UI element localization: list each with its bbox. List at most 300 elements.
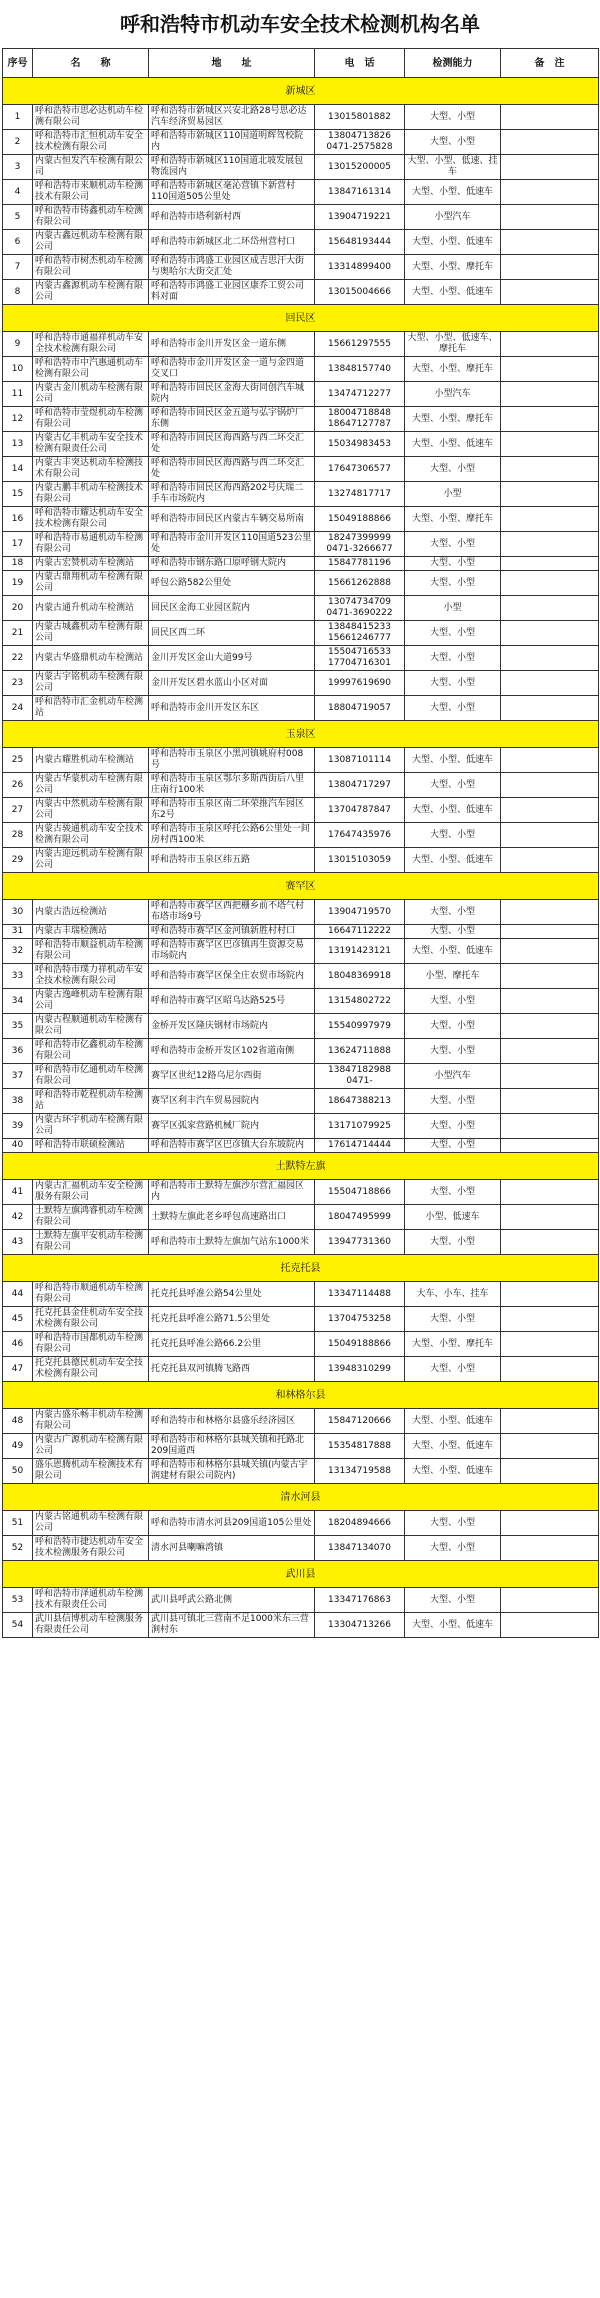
agency-address: 呼和浩特市玉泉区南二环荣推汽车园区东2号 xyxy=(149,798,315,823)
row-index: 14 xyxy=(3,457,33,482)
agency-phone: 13904719570 xyxy=(315,900,405,925)
agency-phone: 18804719057 xyxy=(315,696,405,721)
agency-name: 呼和浩特市来顺机动车检测技术有限公司 xyxy=(33,180,149,205)
agency-address: 赛罕区弧家营路机械厂院内 xyxy=(149,1114,315,1139)
agency-phone: 13015103059 xyxy=(315,848,405,873)
agency-address: 托克托县呼准公路66.2公里 xyxy=(149,1332,315,1357)
table-row xyxy=(3,1588,599,1613)
header-remarks: 备 注 xyxy=(501,49,599,78)
table-row xyxy=(3,671,599,696)
inspection-capability: 大型、小型、低速车 xyxy=(405,848,501,873)
section-title: 清水河县 xyxy=(3,1484,599,1511)
inspection-capability: 小型汽车 xyxy=(405,1064,501,1089)
agency-phone: 18004718848 18647127787 xyxy=(315,407,405,432)
inspection-capability: 大型、小型 xyxy=(405,1139,501,1153)
agency-phone: 13847134070 xyxy=(315,1536,405,1561)
inspection-agency-table xyxy=(2,48,599,1638)
remarks-cell xyxy=(501,1205,599,1230)
agency-phone: 13015801882 xyxy=(315,105,405,130)
row-index: 4 xyxy=(3,180,33,205)
agency-address: 呼和浩特市回民区海西路202号庆瑞二手车市场院内 xyxy=(149,482,315,507)
table-row xyxy=(3,571,599,596)
table-row xyxy=(3,205,599,230)
inspection-capability: 大型、小型 xyxy=(405,130,501,155)
agency-name: 内蒙古城鑫机动车检测有限公司 xyxy=(33,621,149,646)
agency-name: 内蒙古宇铭机动车检测有限公司 xyxy=(33,671,149,696)
remarks-cell xyxy=(501,571,599,596)
table-row xyxy=(3,1230,599,1255)
remarks-cell xyxy=(501,357,599,382)
remarks-cell xyxy=(501,621,599,646)
agency-address: 赛罕区世纪12路乌尼尔西街 xyxy=(149,1064,315,1089)
inspection-capability: 大型、小型 xyxy=(405,1536,501,1561)
agency-name: 呼和浩特市亿鑫机动车检测有限公司 xyxy=(33,1039,149,1064)
row-index: 41 xyxy=(3,1180,33,1205)
remarks-cell xyxy=(501,280,599,305)
agency-name: 内蒙古迎远机动车检测有限公司 xyxy=(33,848,149,873)
row-index: 29 xyxy=(3,848,33,873)
agency-address: 呼和浩特市新城区兴安北路28号思必达汽车经济贸易园区 xyxy=(149,105,315,130)
section-title: 武川县 xyxy=(3,1561,599,1588)
inspection-capability: 大型、小型、低速车 xyxy=(405,939,501,964)
table-row xyxy=(3,1014,599,1039)
agency-address: 呼和浩特市回民区内蒙古车辆交易所南 xyxy=(149,507,315,532)
agency-address: 回民区金海工业园区院内 xyxy=(149,596,315,621)
agency-address: 呼包公路582公里处 xyxy=(149,571,315,596)
agency-phone: 13948310299 xyxy=(315,1357,405,1382)
table-row xyxy=(3,1613,599,1638)
remarks-cell xyxy=(501,532,599,557)
agency-phone: 13624711888 xyxy=(315,1039,405,1064)
inspection-capability: 小型 xyxy=(405,482,501,507)
agency-phone: 17647306577 xyxy=(315,457,405,482)
agency-phone: 13304713266 xyxy=(315,1613,405,1638)
agency-phone: 13074734709 0471-3690222 xyxy=(315,596,405,621)
row-index: 17 xyxy=(3,532,33,557)
header-phone: 电 话 xyxy=(315,49,405,78)
row-index: 39 xyxy=(3,1114,33,1139)
table-row xyxy=(3,332,599,357)
section-header-row xyxy=(3,1153,599,1180)
inspection-capability: 大型、小型 xyxy=(405,1357,501,1382)
agency-name: 内蒙古鼎翔机动车检测有限公司 xyxy=(33,571,149,596)
table-row xyxy=(3,1205,599,1230)
inspection-capability: 大型、小型 xyxy=(405,571,501,596)
row-index: 44 xyxy=(3,1282,33,1307)
agency-name: 内蒙古丰突达机动车检测技术有限公司 xyxy=(33,457,149,482)
inspection-capability: 大型、小型、低速车、摩托车 xyxy=(405,332,501,357)
section-title: 新城区 xyxy=(3,78,599,105)
remarks-cell xyxy=(501,507,599,532)
inspection-capability: 大型、小型 xyxy=(405,900,501,925)
remarks-cell xyxy=(501,848,599,873)
agency-name: 内蒙古耀胜机动车检测站 xyxy=(33,748,149,773)
header-address: 地 址 xyxy=(149,49,315,78)
row-index: 11 xyxy=(3,382,33,407)
inspection-capability: 大型、小型 xyxy=(405,773,501,798)
inspection-capability: 小型 xyxy=(405,596,501,621)
remarks-cell xyxy=(501,1114,599,1139)
remarks-cell xyxy=(501,900,599,925)
agency-address: 呼和浩特市回民区海西路与西二环交汇处 xyxy=(149,432,315,457)
table-row xyxy=(3,823,599,848)
agency-address: 呼和浩特市金川开发区金一道与金四道交叉口 xyxy=(149,357,315,382)
remarks-cell xyxy=(501,1332,599,1357)
inspection-capability: 大型、小型、低速车 xyxy=(405,1613,501,1638)
header-index: 序号 xyxy=(3,49,33,78)
agency-phone: 15504716533 17704716301 xyxy=(315,646,405,671)
header-capability: 检测能力 xyxy=(405,49,501,78)
section-title: 回民区 xyxy=(3,305,599,332)
remarks-cell xyxy=(501,155,599,180)
inspection-capability: 大型、小型、摩托车 xyxy=(405,255,501,280)
inspection-capability: 大型、小型 xyxy=(405,1588,501,1613)
table-row xyxy=(3,407,599,432)
remarks-cell xyxy=(501,1039,599,1064)
agency-address: 呼和浩特市钢东路口原呼钢大院内 xyxy=(149,557,315,571)
table-row xyxy=(3,925,599,939)
agency-name: 呼和浩特市捷达机动车安全技术检测服务有限公司 xyxy=(33,1536,149,1561)
agency-name: 呼和浩特市耀达机动车安全技术检测有限公司 xyxy=(33,507,149,532)
section-title: 和林格尔县 xyxy=(3,1382,599,1409)
inspection-capability: 大型、小型、低速车 xyxy=(405,432,501,457)
row-index: 19 xyxy=(3,571,33,596)
agency-phone: 17647435976 xyxy=(315,823,405,848)
inspection-capability: 大型、小型、低速车 xyxy=(405,798,501,823)
agency-address: 金川开发区金山大道99号 xyxy=(149,646,315,671)
agency-name: 内蒙古亿丰机动车安全技术检测有限责任公司 xyxy=(33,432,149,457)
agency-phone: 13171079925 xyxy=(315,1114,405,1139)
remarks-cell xyxy=(501,1588,599,1613)
remarks-cell xyxy=(501,1613,599,1638)
remarks-cell xyxy=(501,407,599,432)
agency-name: 内蒙古鑫远机动车检测有限公司 xyxy=(33,230,149,255)
inspection-capability: 大型、小型 xyxy=(405,532,501,557)
agency-phone: 13704753258 xyxy=(315,1307,405,1332)
agency-address: 呼和浩特市玉泉区纬五路 xyxy=(149,848,315,873)
table-row xyxy=(3,798,599,823)
agency-address: 呼和浩特市金川开发区东区 xyxy=(149,696,315,721)
row-index: 52 xyxy=(3,1536,33,1561)
remarks-cell xyxy=(501,925,599,939)
row-index: 20 xyxy=(3,596,33,621)
inspection-capability: 大型、小型 xyxy=(405,457,501,482)
row-index: 22 xyxy=(3,646,33,671)
table-row xyxy=(3,507,599,532)
document-title: 呼和浩特市机动车安全技术检测机构名单 xyxy=(120,12,480,36)
agency-phone: 15661262888 xyxy=(315,571,405,596)
table-row xyxy=(3,900,599,925)
agency-phone: 13704787847 xyxy=(315,798,405,823)
section-title: 土默特左旗 xyxy=(3,1153,599,1180)
section-header-row xyxy=(3,721,599,748)
agency-address: 呼和浩特市鸿盛工业园区成吉思汗大街与奥哈尔大街交汇处 xyxy=(149,255,315,280)
agency-address: 呼和浩特市金川开发区金一道东侧 xyxy=(149,332,315,357)
remarks-cell xyxy=(501,1357,599,1382)
agency-name: 呼和浩特市中汽惠通机动车检测有限公司 xyxy=(33,357,149,382)
agency-name: 内蒙古逸峰机动车检测有限公司 xyxy=(33,989,149,1014)
inspection-capability: 大型、小型 xyxy=(405,823,501,848)
table-row xyxy=(3,155,599,180)
row-index: 15 xyxy=(3,482,33,507)
table-row xyxy=(3,1089,599,1114)
row-index: 32 xyxy=(3,939,33,964)
inspection-capability: 大型、小型 xyxy=(405,646,501,671)
agency-phone: 19997619690 xyxy=(315,671,405,696)
inspection-capability: 大型、小型 xyxy=(405,1014,501,1039)
row-index: 25 xyxy=(3,748,33,773)
remarks-cell xyxy=(501,596,599,621)
inspection-capability: 大型、小型、摩托车 xyxy=(405,1332,501,1357)
agency-phone: 13947731360 xyxy=(315,1230,405,1255)
agency-name: 内蒙古华盛鼎机动车检测站 xyxy=(33,646,149,671)
agency-phone: 15049188866 xyxy=(315,1332,405,1357)
agency-phone: 13154802722 xyxy=(315,989,405,1014)
agency-phone: 18247399999 0471-3266677 xyxy=(315,532,405,557)
row-index: 33 xyxy=(3,964,33,989)
remarks-cell xyxy=(501,382,599,407)
row-index: 24 xyxy=(3,696,33,721)
inspection-capability: 小型、低速车 xyxy=(405,1205,501,1230)
remarks-cell xyxy=(501,457,599,482)
agency-phone: 13314899400 xyxy=(315,255,405,280)
row-index: 30 xyxy=(3,900,33,925)
agency-address: 土默特左旗此老乡呼包高速路出口 xyxy=(149,1205,315,1230)
agency-phone: 13847161314 xyxy=(315,180,405,205)
agency-address: 呼和浩特市新城区北二环岱州营村口 xyxy=(149,230,315,255)
inspection-capability: 大型、小型、摩托车 xyxy=(405,407,501,432)
table-row xyxy=(3,382,599,407)
row-index: 53 xyxy=(3,1588,33,1613)
row-index: 45 xyxy=(3,1307,33,1332)
table-row xyxy=(3,1180,599,1205)
row-index: 18 xyxy=(3,557,33,571)
table-row xyxy=(3,939,599,964)
remarks-cell xyxy=(501,1511,599,1536)
section-header-row xyxy=(3,1382,599,1409)
inspection-capability: 大型、小型 xyxy=(405,621,501,646)
inspection-capability: 大型、小型、低速车 xyxy=(405,180,501,205)
agency-address: 呼和浩特市和林格尔县城关镇(内蒙古宇润建材有限公司院内) xyxy=(149,1459,315,1484)
agency-phone: 17614714444 xyxy=(315,1139,405,1153)
agency-name: 内蒙古浩远检测站 xyxy=(33,900,149,925)
agency-name: 内蒙古金川机动车检测有限公司 xyxy=(33,382,149,407)
agency-phone: 13848415233 15661246777 xyxy=(315,621,405,646)
agency-phone: 13134719588 xyxy=(315,1459,405,1484)
inspection-capability: 大型、小型、低速、挂车 xyxy=(405,155,501,180)
section-header-row xyxy=(3,1561,599,1588)
agency-name: 内蒙古宏赞机动车检测站 xyxy=(33,557,149,571)
inspection-capability: 大型、小型、低速车 xyxy=(405,1409,501,1434)
remarks-cell xyxy=(501,964,599,989)
row-index: 27 xyxy=(3,798,33,823)
section-header-row xyxy=(3,305,599,332)
inspection-capability: 大型、小型、低速车 xyxy=(405,230,501,255)
table-row xyxy=(3,105,599,130)
agency-address: 呼和浩特市新城区110国道明辉驾校院内 xyxy=(149,130,315,155)
row-index: 40 xyxy=(3,1139,33,1153)
agency-phone: 15847120666 xyxy=(315,1409,405,1434)
inspection-capability: 大型、小型 xyxy=(405,1180,501,1205)
agency-address: 赛罕区利丰汽车贸易园院内 xyxy=(149,1089,315,1114)
remarks-cell xyxy=(501,230,599,255)
agency-name: 呼和浩特市顺益机动车检测有限公司 xyxy=(33,939,149,964)
agency-phone: 18204894666 xyxy=(315,1511,405,1536)
agency-address: 呼和浩特市鸿盛工业园区康乔工贸公司料对面 xyxy=(149,280,315,305)
table-row xyxy=(3,457,599,482)
agency-name: 内蒙古广源机动车检测有限公司 xyxy=(33,1434,149,1459)
agency-name: 呼和浩特市联硕检测站 xyxy=(33,1139,149,1153)
agency-name: 内蒙古丰瑞检测站 xyxy=(33,925,149,939)
agency-name: 土默特左旗平安机动车检测有限公司 xyxy=(33,1230,149,1255)
agency-phone: 13904719221 xyxy=(315,205,405,230)
agency-name: 呼和浩特市通福祥机动车安全技术检测有限公司 xyxy=(33,332,149,357)
agency-phone: 15648193444 xyxy=(315,230,405,255)
inspection-capability: 大型、小型 xyxy=(405,1230,501,1255)
table-row xyxy=(3,180,599,205)
table-row xyxy=(3,989,599,1014)
remarks-cell xyxy=(501,332,599,357)
agency-name: 呼和浩特市铸鑫机动车检测有限公司 xyxy=(33,205,149,230)
agency-address: 托克托县呼准公路71.5公里处 xyxy=(149,1307,315,1332)
agency-address: 金桥开发区隆庆钢材市场院内 xyxy=(149,1014,315,1039)
section-header-row xyxy=(3,1255,599,1282)
table-row xyxy=(3,432,599,457)
agency-name: 土默特左旗鸿睿机动车检测有限公司 xyxy=(33,1205,149,1230)
agency-phone: 15540997979 xyxy=(315,1014,405,1039)
table-row xyxy=(3,621,599,646)
agency-address: 呼和浩特市赛罕区巴彦镇再生资源交易市场院内 xyxy=(149,939,315,964)
row-index: 12 xyxy=(3,407,33,432)
table-row xyxy=(3,357,599,382)
table-row xyxy=(3,1536,599,1561)
agency-address: 托克托县双河镇腾飞路西 xyxy=(149,1357,315,1382)
agency-phone: 15034983453 xyxy=(315,432,405,457)
remarks-cell xyxy=(501,432,599,457)
row-index: 6 xyxy=(3,230,33,255)
agency-address: 呼和浩特市赛罕区巴彦镇大台东坡院内 xyxy=(149,1139,315,1153)
row-index: 54 xyxy=(3,1613,33,1638)
agency-phone: 18047495999 xyxy=(315,1205,405,1230)
table-row xyxy=(3,1511,599,1536)
remarks-cell xyxy=(501,1459,599,1484)
inspection-capability: 大型、小型 xyxy=(405,557,501,571)
table-row xyxy=(3,964,599,989)
agency-phone: 18647388213 xyxy=(315,1089,405,1114)
table-row xyxy=(3,1332,599,1357)
agency-phone: 13274817717 xyxy=(315,482,405,507)
table-header-row xyxy=(3,49,599,78)
table-row xyxy=(3,696,599,721)
agency-phone: 13474712277 xyxy=(315,382,405,407)
table-row xyxy=(3,748,599,773)
row-index: 36 xyxy=(3,1039,33,1064)
inspection-capability: 大型、小型 xyxy=(405,989,501,1014)
table-row xyxy=(3,773,599,798)
table-body xyxy=(3,78,599,1638)
agency-phone: 15661297555 xyxy=(315,332,405,357)
row-index: 10 xyxy=(3,357,33,382)
agency-phone: 13804713826 0471-2575828 xyxy=(315,130,405,155)
agency-name: 呼和浩特市乾程机动车检测站 xyxy=(33,1089,149,1114)
inspection-capability: 大型、小型 xyxy=(405,1511,501,1536)
agency-phone: 13347114488 xyxy=(315,1282,405,1307)
header-name: 名 称 xyxy=(33,49,149,78)
agency-phone: 13347176863 xyxy=(315,1588,405,1613)
inspection-capability: 大型、小型 xyxy=(405,925,501,939)
inspection-capability: 小型汽车 xyxy=(405,205,501,230)
row-index: 28 xyxy=(3,823,33,848)
row-index: 23 xyxy=(3,671,33,696)
agency-name: 托克托县金佳机动车安全技术检测有限公司 xyxy=(33,1307,149,1332)
inspection-capability: 大型、小型 xyxy=(405,696,501,721)
remarks-cell xyxy=(501,557,599,571)
agency-address: 呼和浩特市新城区110国道北坡发展包物流园内 xyxy=(149,155,315,180)
agency-name: 呼和浩特市泽通机动车检测技术有限责任公司 xyxy=(33,1588,149,1613)
remarks-cell xyxy=(501,1409,599,1434)
agency-address: 金川开发区碧水蓝山小区对面 xyxy=(149,671,315,696)
agency-name: 呼和浩特市莹煜机动车检测有限公司 xyxy=(33,407,149,432)
section-header-row xyxy=(3,78,599,105)
remarks-cell xyxy=(501,130,599,155)
agency-address: 武川县呼武公路北侧 xyxy=(149,1588,315,1613)
table-row xyxy=(3,130,599,155)
section-title: 赛罕区 xyxy=(3,873,599,900)
table-row xyxy=(3,557,599,571)
remarks-cell xyxy=(501,646,599,671)
agency-address: 呼和浩特市赛罕区昭乌达路525号 xyxy=(149,989,315,1014)
inspection-capability: 大型、小型、低速车 xyxy=(405,748,501,773)
inspection-capability: 大型、小型 xyxy=(405,1114,501,1139)
agency-name: 内蒙古中然机动车检测有限公司 xyxy=(33,798,149,823)
remarks-cell xyxy=(501,1230,599,1255)
row-index: 2 xyxy=(3,130,33,155)
agency-address: 呼和浩特市玉泉区鄂尔多斯西街后八里庄南行100米 xyxy=(149,773,315,798)
inspection-capability: 大车、小车、挂车 xyxy=(405,1282,501,1307)
agency-phone: 13848157740 xyxy=(315,357,405,382)
agency-address: 呼和浩特市赛罕区西把栅乡前不塔气村布塔市场9号 xyxy=(149,900,315,925)
remarks-cell xyxy=(501,939,599,964)
agency-name: 内蒙古铭通机动车检测有限公司 xyxy=(33,1511,149,1536)
agency-name: 呼和浩特市易通机动车检测有限公司 xyxy=(33,532,149,557)
table-row xyxy=(3,596,599,621)
inspection-capability: 大型、小型、低速车 xyxy=(405,280,501,305)
agency-address: 呼和浩特市土默特左旗沙尔营汇福园区内 xyxy=(149,1180,315,1205)
agency-address: 呼和浩特市新城区毫沁营镇下新营村110国道505公里处 xyxy=(149,180,315,205)
inspection-capability: 大型、小型 xyxy=(405,1089,501,1114)
agency-address: 呼和浩特市清水河县209国道105公里处 xyxy=(149,1511,315,1536)
remarks-cell xyxy=(501,671,599,696)
agency-name: 内蒙古环宇机动车检测有限公司 xyxy=(33,1114,149,1139)
remarks-cell xyxy=(501,989,599,1014)
agency-name: 内蒙古程顺通机动车检测有限公司 xyxy=(33,1014,149,1039)
remarks-cell xyxy=(501,180,599,205)
row-index: 50 xyxy=(3,1459,33,1484)
row-index: 21 xyxy=(3,621,33,646)
agency-address: 呼和浩特市金桥开发区102省道南侧 xyxy=(149,1039,315,1064)
agency-address: 回民区西二环 xyxy=(149,621,315,646)
agency-name: 呼和浩特市国都机动车检测有限公司 xyxy=(33,1332,149,1357)
agency-phone: 16647112222 xyxy=(315,925,405,939)
inspection-capability: 大型、小型 xyxy=(405,105,501,130)
agency-phone: 13847182988 0471- xyxy=(315,1064,405,1089)
agency-phone: 13087101114 xyxy=(315,748,405,773)
row-index: 42 xyxy=(3,1205,33,1230)
remarks-cell xyxy=(501,773,599,798)
agency-name: 呼和浩特市顺通机动车检测有限公司 xyxy=(33,1282,149,1307)
row-index: 37 xyxy=(3,1064,33,1089)
remarks-cell xyxy=(501,105,599,130)
